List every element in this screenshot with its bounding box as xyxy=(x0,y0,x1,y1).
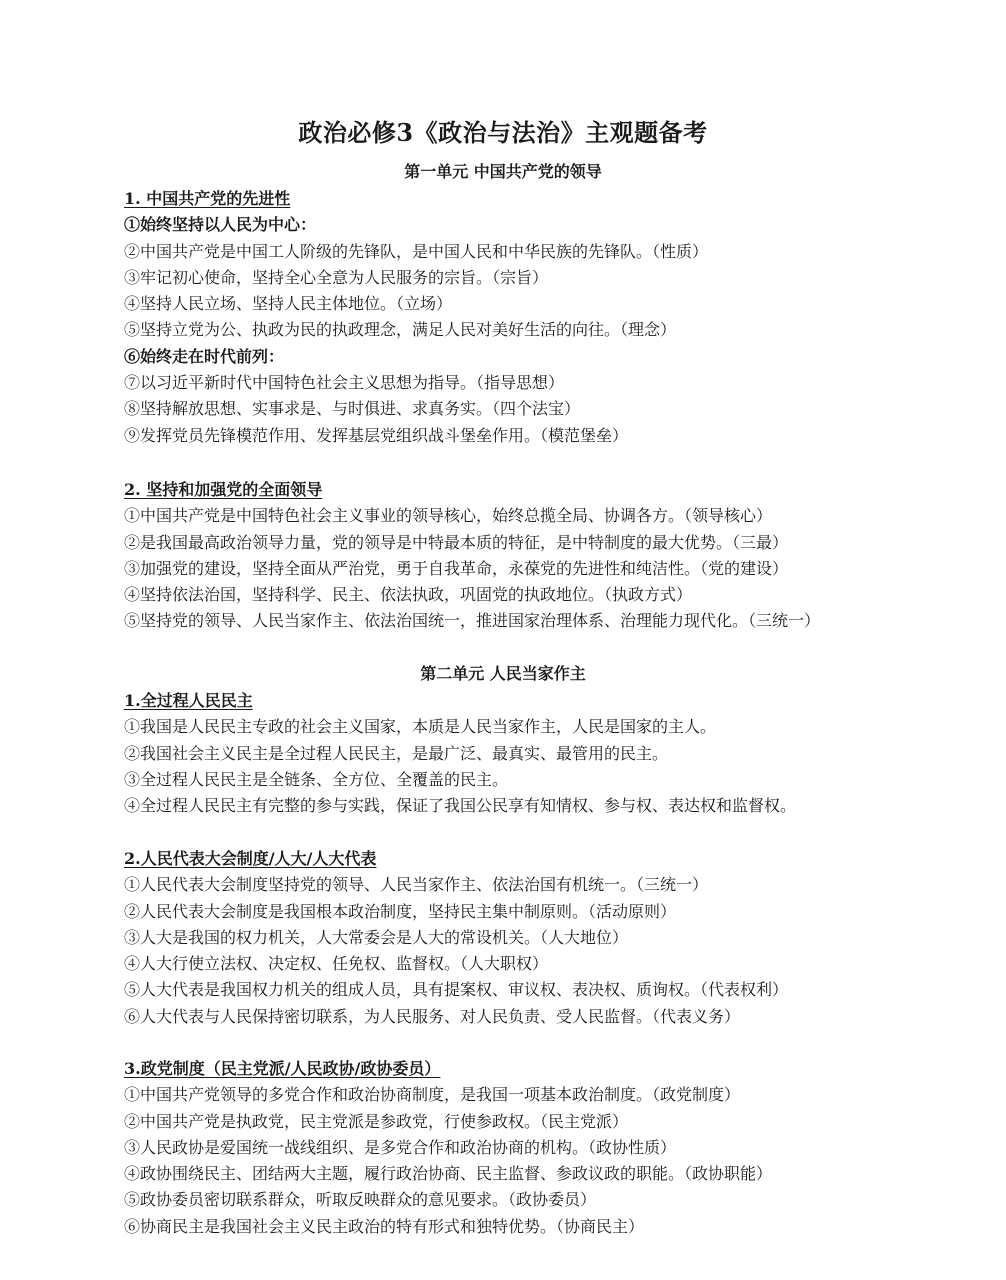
unit2-section3 xyxy=(124,1056,984,1240)
list-item: ②我国社会主义民主是全过程人民民主，是最广泛、最真实、最管用的民主。 xyxy=(124,743,669,763)
list-item: ⑥协商民主是我国社会主义民主政治的特有形式和独特优势。（协商民主） xyxy=(124,1216,645,1236)
unit1-section2 xyxy=(124,477,984,635)
list-item: ⑦以习近平新时代中国特色社会主义思想为指导。（指导思想） xyxy=(124,373,565,393)
list-item: ④全过程人民民主有完整的参与实践，保证了我国公民享有知情权、参与权、表达权和监督权。 xyxy=(124,796,797,816)
list-item: ③人民政协是爱国统一战线组织、是多党合作和政治协商的机构。（政协性质） xyxy=(124,1137,677,1157)
list-item: ②中国共产党是中国工人阶级的先锋队，是中国人民和中华民族的先锋队。（性质） xyxy=(124,241,709,261)
list-item: ④坚持人民立场、坚持人民主体地位。（立场） xyxy=(124,294,453,314)
unit2-title: 第二单元 人民当家作主 xyxy=(420,664,586,683)
list-item: ⑤坚持立党为公、执政为民的执政理念，满足人民对美好生活的向往。（理念） xyxy=(124,320,677,340)
list-item: ⑥始终走在时代前列： xyxy=(124,346,285,366)
list-item: ②是我国最高政治领导力量，党的领导是中特最本质的特征，是中特制度的最大优势。（三最） xyxy=(124,532,789,552)
list-item: ①中国共产党是中国特色社会主义事业的领导核心，始终总揽全局、协调各方。（领导核心） xyxy=(124,506,773,526)
list-item: ②中国共产党是执政党，民主党派是参政党，行使参政权。（民主党派） xyxy=(124,1111,629,1131)
list-item: ①中国共产党领导的多党合作和政治协商制度，是我国一项基本政治制度。（政党制度） xyxy=(124,1085,741,1105)
list-item: ②人民代表大会制度是我国根本政治制度，坚持民主集中制原则。（活动原则） xyxy=(124,901,677,921)
list-item: ③加强党的建设，坚持全面从严治党，勇于自我革命，永葆党的先进性和纯洁性。（党的建设） xyxy=(124,558,789,578)
list-item: ③牢记初心使命，坚持全心全意为人民服务的宗旨。（宗旨） xyxy=(124,267,549,287)
section-heading: 3.政党制度（民主党派/人民政协/政协委员） xyxy=(124,1059,441,1078)
unit1-section1 xyxy=(124,186,984,449)
document-title: 政治必修3《政治与法治》主观题备考 xyxy=(298,118,708,147)
list-item: ③人大是我国的权力机关，人大常委会是人大的常设机关。（人大地位） xyxy=(124,927,629,947)
section-heading: 2. 坚持和加强党的全面领导 xyxy=(124,480,323,499)
section-heading: 1. 中国共产党的先进性 xyxy=(124,189,291,208)
unit1-title: 第一单元 中国共产党的领导 xyxy=(404,162,602,181)
section-heading: 1.全过程人民民主 xyxy=(124,691,253,710)
list-item: ④坚持依法治国，坚持科学、民主、依法执政，巩固党的执政地位。（执政方式） xyxy=(124,585,693,605)
list-item: ⑤政协委员密切联系群众，听取反映群众的意见要求。（政协委员） xyxy=(124,1190,597,1210)
list-item: ①始终坚持以人民为中心： xyxy=(124,215,317,235)
list-item: ①人民代表大会制度坚持党的领导、人民当家作主、依法治国有机统一。（三统一） xyxy=(124,875,709,895)
list-item: ⑤人大代表是我国权力机关的组成人员，具有提案权、审议权、表决权、质询权。（代表权利） xyxy=(124,980,789,1000)
list-item: ⑥人大代表与人民保持密切联系，为人民服务、对人民负责、受人民监督。（代表义务） xyxy=(124,1006,741,1026)
unit2-section1 xyxy=(124,688,984,819)
list-item: ④政协围绕民主、团结两大主题，履行政治协商、民主监督、参政议政的职能。（政协职能） xyxy=(124,1164,773,1184)
list-item: ⑨发挥党员先锋模范作用、发挥基层党组织战斗堡垒作用。（模范堡垒） xyxy=(124,425,629,445)
list-item: ③全过程人民民主是全链条、全方位、全覆盖的民主。 xyxy=(124,769,509,789)
list-item: ④人大行使立法权、决定权、任免权、监督权。（人大职权） xyxy=(124,954,549,974)
unit2-section2 xyxy=(124,846,984,1030)
list-item: ⑧坚持解放思想、实事求是、与时俱进、求真务实。（四个法宝） xyxy=(124,399,581,419)
list-item: ①我国是人民民主专政的社会主义国家，本质是人民当家作主，人民是国家的主人。 xyxy=(124,717,717,737)
section-heading: 2.人民代表大会制度/人大/人大代表 xyxy=(124,849,377,868)
list-item: ⑤坚持党的领导、人民当家作主、依法治国统一，推进国家治理体系、治理能力现代化。（三统一） xyxy=(124,611,821,631)
